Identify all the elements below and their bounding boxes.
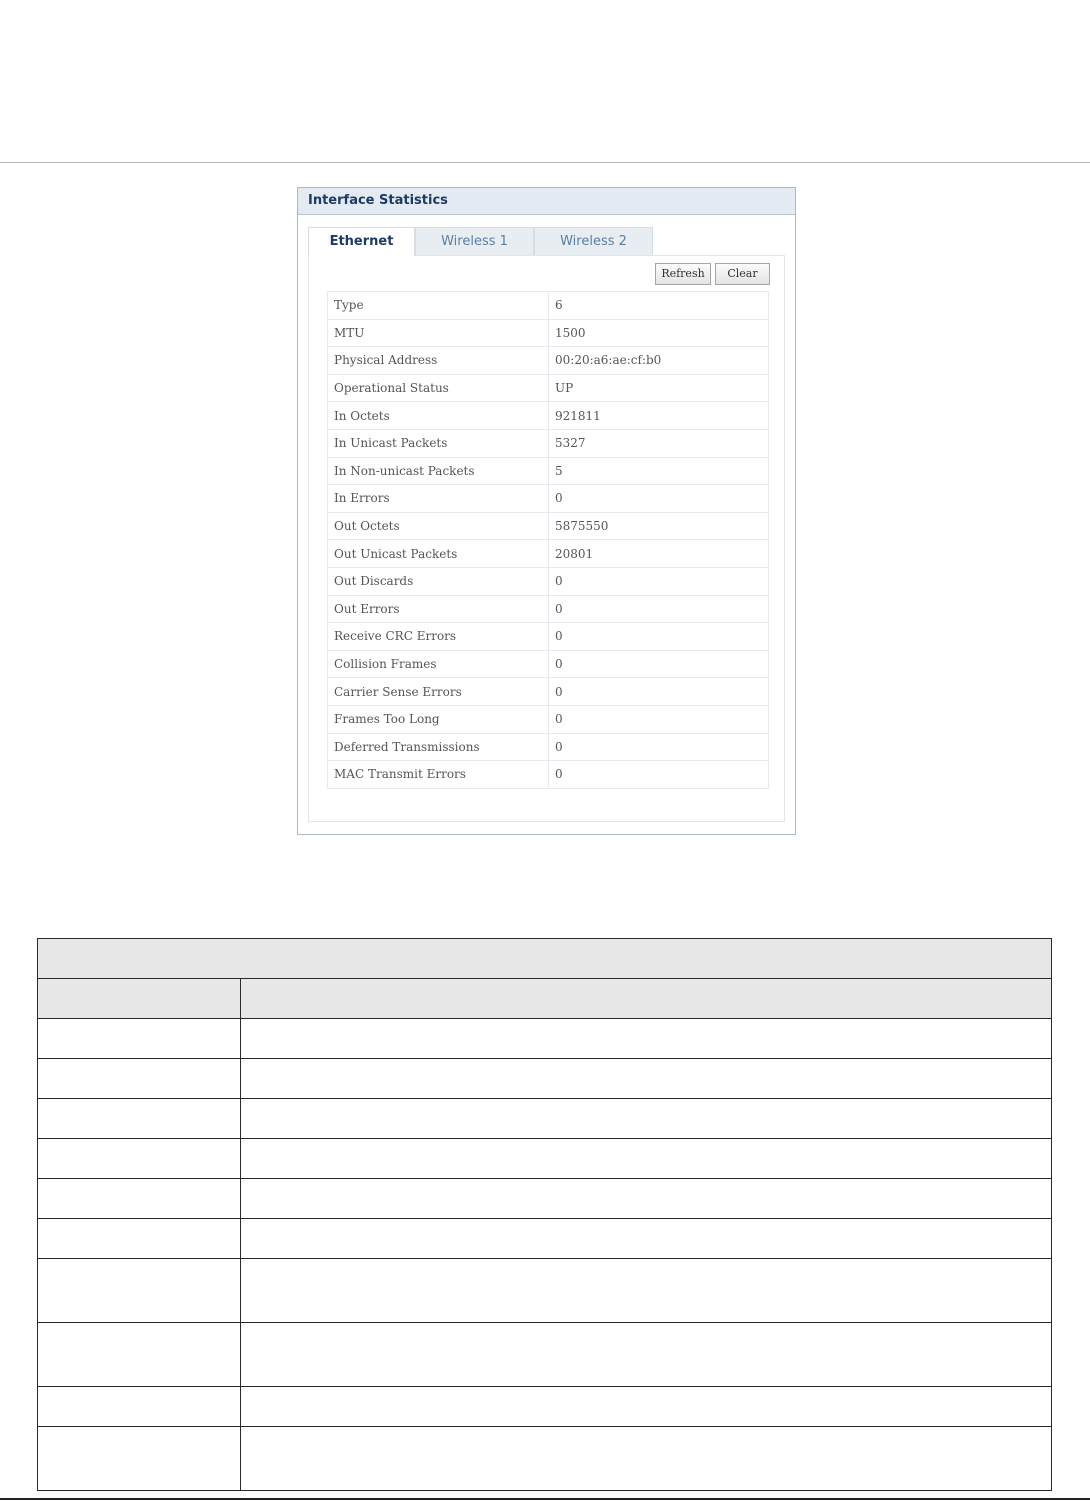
tab-wireless-1[interactable]: Wireless 1 (415, 227, 534, 256)
field-description-cell (241, 1179, 1052, 1219)
table-row (328, 761, 769, 789)
stat-label: Out Errors (328, 595, 549, 623)
stat-value: UP (549, 374, 769, 402)
field-name-cell (38, 1099, 241, 1139)
field-name-cell (38, 1139, 241, 1179)
interface-statistics-panel (297, 187, 796, 835)
stat-label: Deferred Transmissions (328, 733, 549, 761)
stat-value: 0 (549, 650, 769, 678)
stat-value: 0 (549, 678, 769, 706)
stat-value: 921811 (549, 402, 769, 430)
stat-value: 0 (549, 705, 769, 733)
field-name-cell (38, 1323, 241, 1387)
stat-value: 00:20:a6:ae:cf:b0 (549, 347, 769, 375)
tab-wireless-2[interactable]: Wireless 2 (534, 227, 653, 256)
stat-label: In Errors (328, 485, 549, 513)
stat-label: Type (328, 292, 549, 320)
stat-label: In Unicast Packets (328, 429, 549, 457)
clear-button[interactable]: Clear (715, 263, 770, 285)
stat-label: MAC Transmit Errors (328, 761, 549, 789)
stat-value: 0 (549, 485, 769, 513)
panel-title: Interface Statistics (298, 188, 795, 215)
table-row (328, 567, 769, 595)
table-row (328, 457, 769, 485)
column-header-label (38, 979, 241, 1019)
table-row (38, 1427, 1052, 1491)
field-description-table (37, 938, 1052, 1491)
table-row (328, 678, 769, 706)
field-description-cell (241, 1323, 1052, 1387)
table-row (38, 1259, 1052, 1323)
tab-ethernet[interactable]: Ethernet (308, 227, 415, 256)
table-row (38, 1179, 1052, 1219)
stat-label: Receive CRC Errors (328, 623, 549, 651)
field-name-cell (38, 1259, 241, 1323)
table-row (328, 650, 769, 678)
table-row (328, 402, 769, 430)
field-name-cell (38, 1219, 241, 1259)
field-name-cell (38, 1179, 241, 1219)
stat-value: 5 (549, 457, 769, 485)
table-row (328, 485, 769, 513)
stat-value: 0 (549, 567, 769, 595)
table-row (328, 540, 769, 568)
table-row (38, 1323, 1052, 1387)
field-description-cell (241, 1259, 1052, 1323)
table-row (328, 595, 769, 623)
field-description-cell (241, 1099, 1052, 1139)
table-row (328, 733, 769, 761)
column-header-description (241, 979, 1052, 1019)
stat-label: Operational Status (328, 374, 549, 402)
field-description-cell (241, 1387, 1052, 1427)
table-row (38, 1059, 1052, 1099)
table-row (328, 347, 769, 375)
stat-value: 0 (549, 595, 769, 623)
stat-label: Out Octets (328, 512, 549, 540)
stat-label: Physical Address (328, 347, 549, 375)
field-description-cell (241, 1019, 1052, 1059)
stat-value: 0 (549, 733, 769, 761)
stat-value: 1500 (549, 319, 769, 347)
field-name-cell (38, 1387, 241, 1427)
stat-value: 5327 (549, 429, 769, 457)
stat-value: 6 (549, 292, 769, 320)
stat-label: Collision Frames (328, 650, 549, 678)
table-row (328, 319, 769, 347)
stat-label: MTU (328, 319, 549, 347)
stat-value: 5875550 (549, 512, 769, 540)
refresh-button[interactable]: Refresh (655, 263, 711, 285)
statistics-table (327, 291, 769, 789)
table-row (328, 292, 769, 320)
stat-value: 0 (549, 623, 769, 651)
bottom-divider (0, 1498, 1090, 1500)
stat-value: 20801 (549, 540, 769, 568)
stat-label: Out Unicast Packets (328, 540, 549, 568)
table-row (328, 512, 769, 540)
table-row (328, 374, 769, 402)
table-row (38, 1387, 1052, 1427)
top-divider (0, 162, 1090, 163)
table-caption (38, 939, 1052, 979)
table-row (328, 623, 769, 651)
stat-label: Out Discards (328, 567, 549, 595)
stat-value: 0 (549, 761, 769, 789)
table-row (38, 1139, 1052, 1179)
table-row (328, 705, 769, 733)
stat-label: Frames Too Long (328, 705, 549, 733)
stat-label: In Octets (328, 402, 549, 430)
field-name-cell (38, 1019, 241, 1059)
field-name-cell (38, 1059, 241, 1099)
table-row (38, 1019, 1052, 1059)
table-row (328, 429, 769, 457)
field-name-cell (38, 1427, 241, 1491)
field-description-cell (241, 1059, 1052, 1099)
table-row (38, 1219, 1052, 1259)
table-row (38, 1099, 1052, 1139)
stat-label: Carrier Sense Errors (328, 678, 549, 706)
field-description-cell (241, 1427, 1052, 1491)
stat-label: In Non-unicast Packets (328, 457, 549, 485)
field-description-cell (241, 1219, 1052, 1259)
field-description-cell (241, 1139, 1052, 1179)
